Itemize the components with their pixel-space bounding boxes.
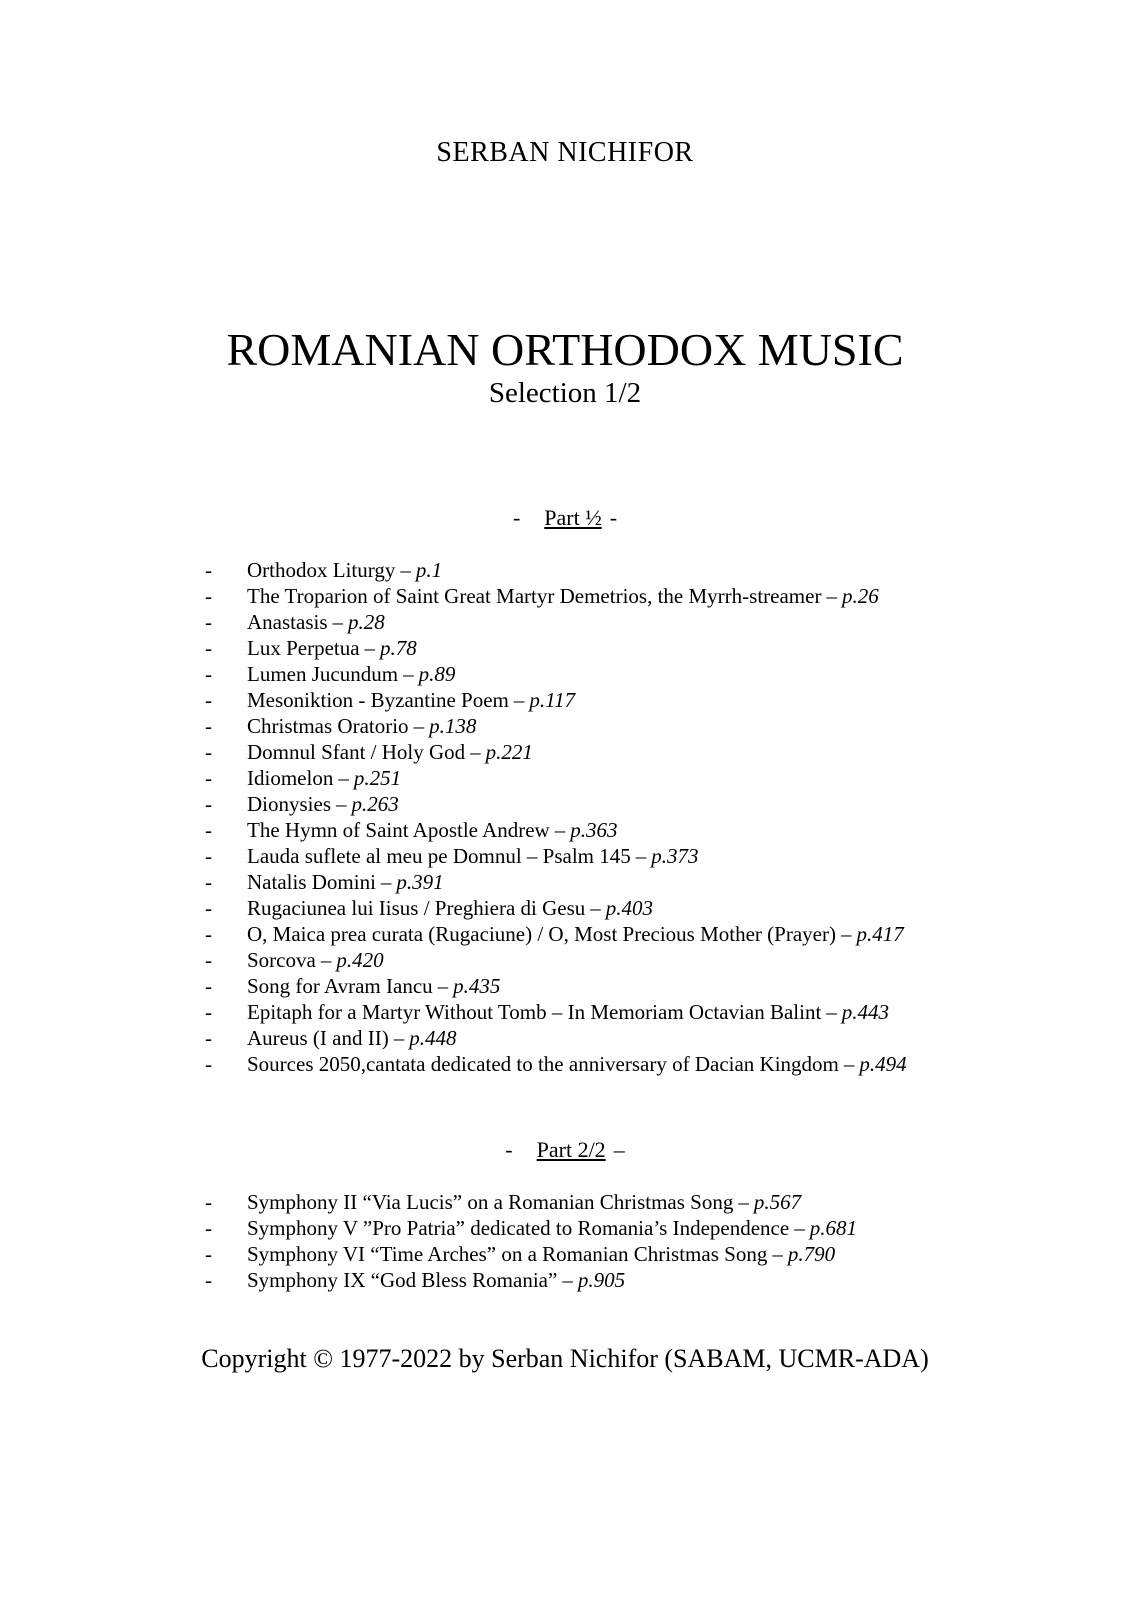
work-title: Domnul Sfant / Holy God [247, 740, 466, 764]
section-heading-part-2 [150, 1137, 980, 1163]
list-item [150, 843, 980, 869]
page-number: p.263 [351, 792, 399, 816]
work-title: Dionysies [247, 792, 331, 816]
list-item [150, 869, 980, 895]
document-title: ROMANIAN ORTHODOX MUSIC [226, 324, 904, 375]
page-number: p.417 [856, 922, 904, 946]
page-separator: – [562, 1268, 573, 1292]
list-bullet: - [205, 1190, 212, 1214]
list-item [150, 765, 980, 791]
document-subtitle: Selection 1/2 [488, 377, 642, 409]
page-separator: – [380, 870, 392, 894]
page-separator: – [590, 896, 601, 920]
page-separator: – [826, 1000, 837, 1024]
toc-list-part-1 [150, 557, 980, 1077]
list-bullet: - [205, 1216, 212, 1240]
page-separator: – [554, 818, 566, 842]
list-bullet: - [205, 714, 212, 738]
list-bullet: - [205, 740, 212, 764]
page-number: p.790 [787, 1242, 836, 1266]
list-bullet: - [205, 1242, 212, 1266]
page-separator: – [393, 1026, 405, 1050]
page-number: p.28 [348, 610, 385, 634]
work-title: Lumen Jucundum [247, 662, 399, 686]
page-number: p.435 [453, 974, 501, 998]
page-separator: – [320, 948, 332, 972]
work-title: Epitaph for a Martyr Without Tomb – In Memoriam Octavian Balint [247, 1000, 822, 1024]
list-bullet: - [205, 896, 212, 920]
page-number: p.403 [605, 896, 654, 920]
list-item [150, 999, 980, 1025]
work-title: Lux Perpetua [247, 636, 360, 660]
list-item [150, 895, 980, 921]
work-title: Lauda suflete al meu pe Domnul – Psalm 145 [247, 844, 631, 868]
page-number: p.138 [429, 714, 477, 738]
page-separator: – [843, 1052, 855, 1076]
page-number: p.1 [415, 558, 443, 582]
list-bullet: - [205, 766, 212, 790]
list-bullet: - [205, 1000, 212, 1024]
list-item [150, 1267, 980, 1293]
page-separator: – [437, 974, 449, 998]
page-number: p.567 [753, 1190, 802, 1214]
list-bullet: - [205, 688, 212, 712]
document-page [150, 0, 980, 1374]
list-bullet: - [205, 558, 212, 582]
page-separator: – [635, 844, 647, 868]
copyright-notice: Copyright © 1977-2022 by Serban Nichifor (SABAM, UCMR-ADA) [201, 1344, 929, 1373]
page-number: p.391 [396, 870, 444, 894]
work-title: Rugaciunea lui Iisus / Preghiera di Gesu [247, 896, 586, 920]
page-number: p.26 [841, 584, 879, 608]
list-item [150, 557, 980, 583]
list-bullet: - [205, 948, 212, 972]
page-number: p.494 [859, 1052, 907, 1076]
page-separator: – [413, 714, 425, 738]
author-name: SERBAN NICHIFOR [436, 137, 694, 168]
section-part-1 [150, 505, 980, 1077]
work-title: Symphony IX “God Bless Romania” [247, 1268, 558, 1292]
page-number: p.89 [418, 662, 456, 686]
page-separator: – [794, 1216, 805, 1240]
work-title: Mesoniktion - Byzantine Poem [247, 688, 509, 712]
list-item [150, 791, 980, 817]
work-title: Orthodox Liturgy [247, 558, 396, 582]
page-separator: – [772, 1242, 783, 1266]
work-title: Idiomelon [247, 766, 334, 790]
page-number: p.420 [336, 948, 384, 972]
work-title: Anastasis [247, 610, 328, 634]
work-title: Natalis Domini [247, 870, 376, 894]
work-title: Symphony II “Via Lucis” on a Romanian Christmas Song [247, 1190, 734, 1214]
page-number: p.363 [570, 818, 618, 842]
list-bullet: - [205, 792, 212, 816]
list-bullet: - [205, 610, 212, 634]
work-title: Sorcova [247, 948, 316, 972]
work-title: The Troparion of Saint Great Martyr Demetrios, the Myrrh-streamer [247, 584, 822, 608]
toc-list-part-2 [150, 1189, 980, 1293]
list-bullet: - [205, 974, 212, 998]
work-title: Symphony V ”Pro Patria” dedicated to Romania’s Independence [247, 1216, 790, 1240]
list-item [150, 635, 980, 661]
list-bullet: - [205, 818, 212, 842]
list-item [150, 921, 980, 947]
heading-leading-dash: - [512, 505, 521, 530]
list-item [150, 739, 980, 765]
page-number: p.681 [809, 1216, 857, 1240]
list-item [150, 1189, 980, 1215]
list-bullet: - [205, 662, 212, 686]
list-bullet: - [205, 844, 212, 868]
list-item [150, 973, 980, 999]
list-item [150, 1215, 980, 1241]
list-bullet: - [205, 636, 212, 660]
page-separator: – [338, 766, 349, 790]
list-item [150, 1025, 980, 1051]
work-title: Song for Avram Iancu [247, 974, 433, 998]
page-number: p.448 [409, 1026, 457, 1050]
page-number: p.905 [577, 1268, 626, 1292]
page-separator: – [332, 610, 343, 634]
work-title: O, Maica prea curata (Rugaciune) / O, Most Precious Mother (Prayer) [247, 922, 836, 946]
work-title: Aureus (I and II) [247, 1026, 389, 1050]
list-bullet: - [205, 922, 212, 946]
page-separator: – [840, 922, 852, 946]
list-bullet: - [205, 1268, 212, 1292]
page-separator: – [400, 558, 411, 582]
page-number: p.373 [651, 844, 699, 868]
work-title: Christmas Oratorio [247, 714, 409, 738]
heading-trailing-dash: – [613, 1137, 625, 1162]
list-bullet: - [205, 1052, 212, 1076]
page-separator: – [470, 740, 481, 764]
list-item [150, 1051, 980, 1077]
list-item [150, 687, 980, 713]
list-bullet: - [205, 870, 212, 894]
heading-trailing-dash: - [609, 505, 618, 530]
page-number: p.221 [485, 740, 533, 764]
list-item [150, 817, 980, 843]
work-title: Symphony VI “Time Arches” on a Romanian Christmas Song [247, 1242, 768, 1266]
page-separator: – [826, 584, 837, 608]
list-bullet: - [205, 584, 212, 608]
work-title: The Hymn of Saint Apostle Andrew [247, 818, 550, 842]
page-separator: – [513, 688, 525, 712]
list-item [150, 947, 980, 973]
list-item [150, 1241, 980, 1267]
page-separator: – [336, 792, 347, 816]
heading-label: Part ½ [544, 505, 602, 530]
page-number: p.251 [353, 766, 402, 790]
list-item [150, 583, 980, 609]
work-title: Sources 2050,cantata dedicated to the anniversary of Dacian Kingdom [247, 1052, 839, 1076]
heading-label: Part 2/2 [536, 1137, 606, 1162]
page-separator: – [738, 1190, 749, 1214]
list-item [150, 609, 980, 635]
page-separator: – [364, 636, 376, 660]
heading-leading-dash: - [505, 1137, 513, 1162]
list-item [150, 713, 980, 739]
list-bullet: - [205, 1026, 212, 1050]
page-number: p.78 [380, 636, 417, 660]
section-part-2 [150, 1137, 980, 1293]
page-number: p.443 [841, 1000, 890, 1024]
page-number: p.117 [529, 688, 576, 712]
list-item [150, 661, 980, 687]
page-separator: – [403, 662, 414, 686]
section-heading-part-1 [150, 505, 980, 531]
